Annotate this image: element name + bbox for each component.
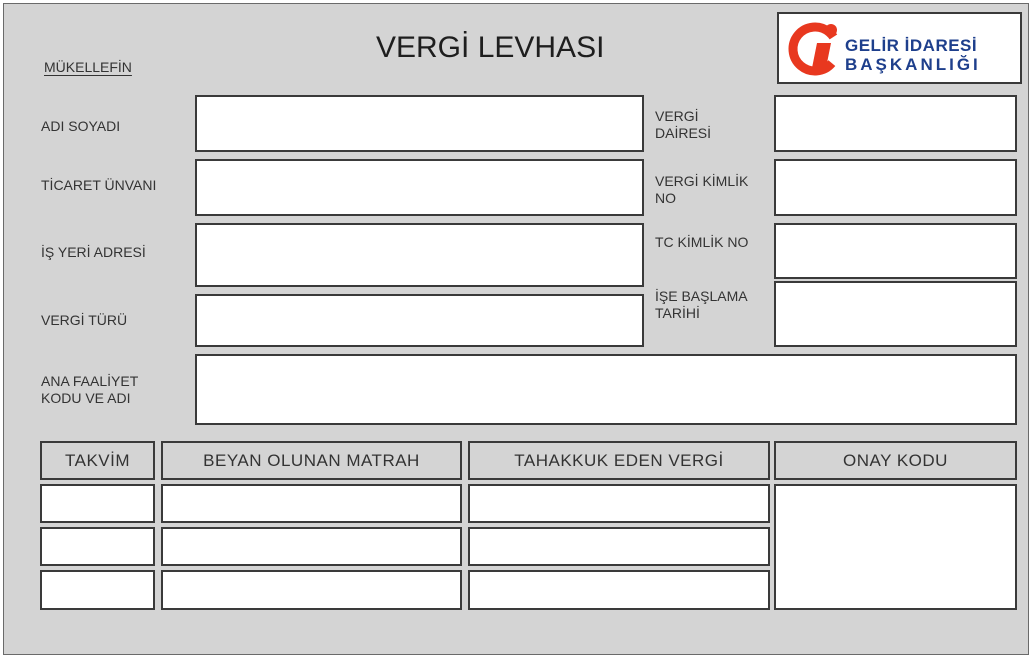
label-business-address: İŞ YERİ ADRESİ xyxy=(41,244,146,260)
label-main-activity: ANA FAALİYET KODU VE ADI xyxy=(41,373,139,406)
table-cell-declared-base[interactable] xyxy=(161,484,462,523)
label-tax-office: VERGİ DAİRESİ xyxy=(655,108,712,141)
label-tc-id: TC KİMLİK NO xyxy=(655,234,749,250)
approval-code-field[interactable] xyxy=(774,484,1017,610)
logo-line-1: GELİR İDARESİ xyxy=(845,36,978,55)
section-label: MÜKELLEFİN xyxy=(44,59,132,75)
label-tax-id: VERGİ KİMLİK NO xyxy=(655,173,749,206)
table-cell-accrued-tax[interactable] xyxy=(468,484,770,523)
gib-logo-icon xyxy=(787,19,847,79)
label-start-date: İŞE BAŞLAMA TARİHİ xyxy=(655,288,748,321)
table-header-declared-base: BEYAN OLUNAN MATRAH xyxy=(161,441,462,480)
table-header-calendar: TAKVİM xyxy=(40,441,155,480)
tax-id-field[interactable] xyxy=(774,159,1017,216)
table-cell-accrued-tax[interactable] xyxy=(468,527,770,566)
label-trade-title: TİCARET ÜNVANI xyxy=(41,177,157,193)
tc-id-field[interactable] xyxy=(774,223,1017,279)
business-address-field[interactable] xyxy=(195,223,644,287)
table-cell-calendar[interactable] xyxy=(40,527,155,566)
start-date-field[interactable] xyxy=(774,281,1017,347)
table-cell-accrued-tax[interactable] xyxy=(468,570,770,610)
logo xyxy=(777,12,1022,84)
table-cell-calendar[interactable] xyxy=(40,570,155,610)
table-cell-calendar[interactable] xyxy=(40,484,155,523)
tax-office-field[interactable] xyxy=(774,95,1017,152)
table-cell-declared-base[interactable] xyxy=(161,527,462,566)
page-title: VERGİ LEVHASI xyxy=(376,31,605,64)
logo-line-2: BAŞKANLIĞI xyxy=(845,55,981,74)
table-header-approval-code: ONAY KODU xyxy=(774,441,1017,480)
main-activity-field[interactable] xyxy=(195,354,1017,425)
label-tax-type: VERGİ TÜRÜ xyxy=(41,312,128,328)
name-field[interactable] xyxy=(195,95,644,152)
label-name: ADI SOYADI xyxy=(41,118,121,134)
table-cell-declared-base[interactable] xyxy=(161,570,462,610)
tax-type-field[interactable] xyxy=(195,294,644,347)
table-header-accrued-tax: TAHAKKUK EDEN VERGİ xyxy=(468,441,770,480)
trade-title-field[interactable] xyxy=(195,159,644,216)
tax-plate-form xyxy=(3,3,1029,655)
